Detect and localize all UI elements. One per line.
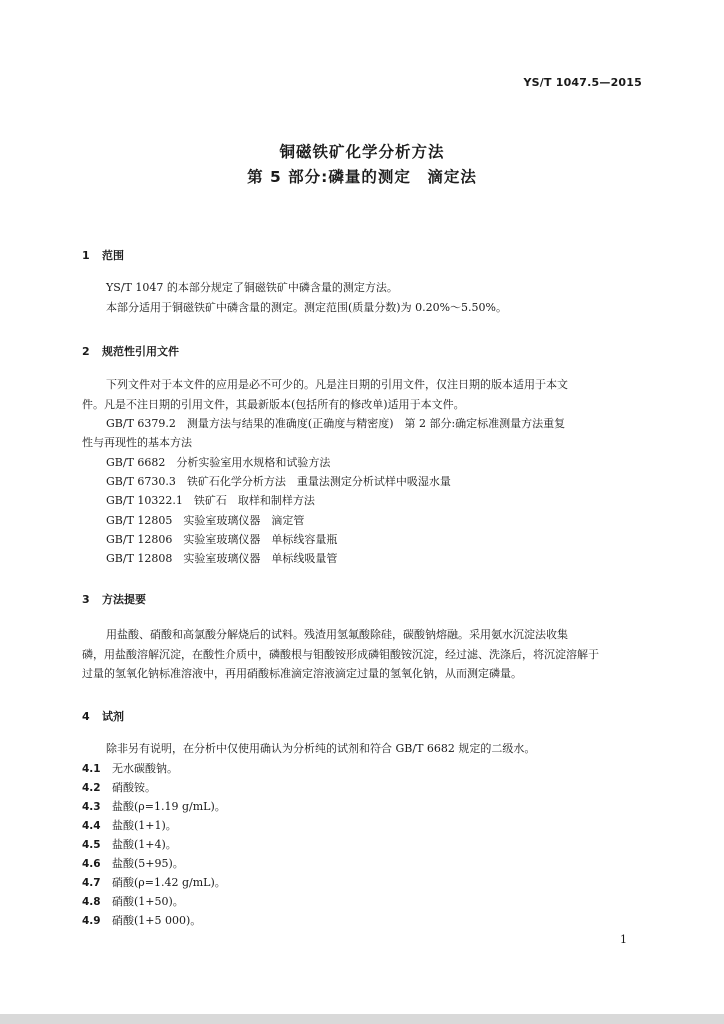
- reference-item: GB/T 6730.3 铁矿石化学分析方法 重量法测定分析试样中吸湿水量: [106, 475, 451, 488]
- paragraph-line: 下列文件对于本文件的应用是必不可少的。凡是注日期的引用文件，仅注日期的版本适用于本文: [106, 378, 568, 391]
- reagent-item: [82, 914, 201, 928]
- paragraph-line: 除非另有说明，在分析中仅使用确认为分析纯的试剂和符合 GB/T 6682 规定的二级水。: [106, 742, 536, 755]
- reagent-text: 硝酸(1+5 000)。: [112, 914, 202, 927]
- reagent-item: [82, 838, 177, 852]
- section-title: 规范性引用文件: [102, 345, 179, 358]
- document-title: 铜磁铁矿化学分析方法: [279, 143, 445, 161]
- reference-item: GB/T 6379.2 测量方法与结果的准确度(正确度与精密度) 第 2 部分:确定标准测量方法重复: [106, 417, 566, 430]
- reagent-number: 4.9: [82, 915, 101, 927]
- standard-code: YS/T 1047.5—2015: [523, 76, 642, 89]
- paragraph-line: 本部分适用于铜磁铁矿中磷含量的测定。测定范围(质量分数)为 0.20%～5.50%。: [106, 301, 507, 314]
- section-title: 范围: [102, 249, 124, 262]
- reagent-number: 4.4: [82, 820, 101, 832]
- paragraph-line: YS/T 1047 的本部分规定了铜磁铁矿中磷含量的测定方法。: [106, 281, 398, 294]
- reagent-number: 4.7: [82, 877, 101, 889]
- paragraph-line: 磷，用盐酸溶解沉淀，在酸性介质中，磷酸根与钼酸铵形成磷钼酸铵沉淀，经过滤、洗涤后，将沉淀溶解于: [82, 648, 599, 661]
- reagent-text: 硝酸(ρ=1.42 g/mL)。: [112, 876, 226, 889]
- section-heading-method-summary: [82, 591, 146, 607]
- reagent-number: 4.5: [82, 839, 101, 851]
- section-title: 方法提要: [102, 593, 146, 606]
- reference-item-continuation: 性与再现性的基本方法: [82, 436, 192, 449]
- section-number: 1: [82, 249, 90, 262]
- reference-item: GB/T 12808 实验室玻璃仪器 单标线吸量管: [106, 552, 338, 565]
- paragraph-line: 件。凡是不注日期的引用文件，其最新版本(包括所有的修改单)适用于本文件。: [82, 398, 465, 411]
- reagent-text: 盐酸(1+1)。: [112, 819, 177, 832]
- reagent-text: 盐酸(ρ=1.19 g/mL)。: [112, 800, 226, 813]
- viewer-bottom-edge: [0, 1014, 724, 1024]
- document-subtitle: 第 5 部分:磷量的测定 滴定法: [247, 168, 477, 186]
- section-number: 4: [82, 710, 90, 723]
- reagent-item: [82, 800, 226, 814]
- reagent-item: [82, 857, 184, 871]
- reagent-text: 硝酸铵。: [112, 781, 156, 794]
- reference-item: GB/T 6682 分析实验室用水规格和试验方法: [106, 456, 331, 469]
- reagent-item: [82, 781, 156, 795]
- section-heading-scope: [82, 247, 124, 263]
- reagent-text: 无水碳酸钠。: [112, 762, 178, 775]
- reagent-text: 盐酸(1+4)。: [112, 838, 177, 851]
- reagent-number: 4.1: [82, 763, 101, 775]
- paragraph-line: 用盐酸、硝酸和高氯酸分解烧后的试料。残渣用氢氟酸除硅，碳酸钠熔融。采用氨水沉淀法收集: [106, 628, 568, 641]
- reference-item: GB/T 10322.1 铁矿石 取样和制样方法: [106, 494, 315, 507]
- reagent-item: [82, 762, 178, 776]
- reagent-number: 4.6: [82, 858, 101, 870]
- reagent-item: [82, 895, 184, 909]
- reagent-number: 4.8: [82, 896, 101, 908]
- section-number: 3: [82, 593, 90, 606]
- reagent-item: [82, 819, 177, 833]
- page-number: 1: [620, 933, 627, 946]
- section-number: 2: [82, 345, 90, 358]
- reference-item: GB/T 12805 实验室玻璃仪器 滴定管: [106, 514, 305, 527]
- reagent-item: [82, 876, 226, 890]
- reference-item: GB/T 12806 实验室玻璃仪器 单标线容量瓶: [106, 533, 338, 546]
- section-title: 试剂: [102, 710, 124, 723]
- paragraph-line: 过量的氢氧化钠标准溶液中，再用硝酸标准滴定溶液滴定过量的氢氧化钠，从而测定磷量。: [82, 667, 522, 680]
- section-heading-reagents: [82, 708, 124, 724]
- reagent-text: 盐酸(5+95)。: [112, 857, 184, 870]
- reagent-number: 4.3: [82, 801, 101, 813]
- reagent-number: 4.2: [82, 782, 101, 794]
- section-heading-normative-references: [82, 343, 179, 359]
- reagent-text: 硝酸(1+50)。: [112, 895, 184, 908]
